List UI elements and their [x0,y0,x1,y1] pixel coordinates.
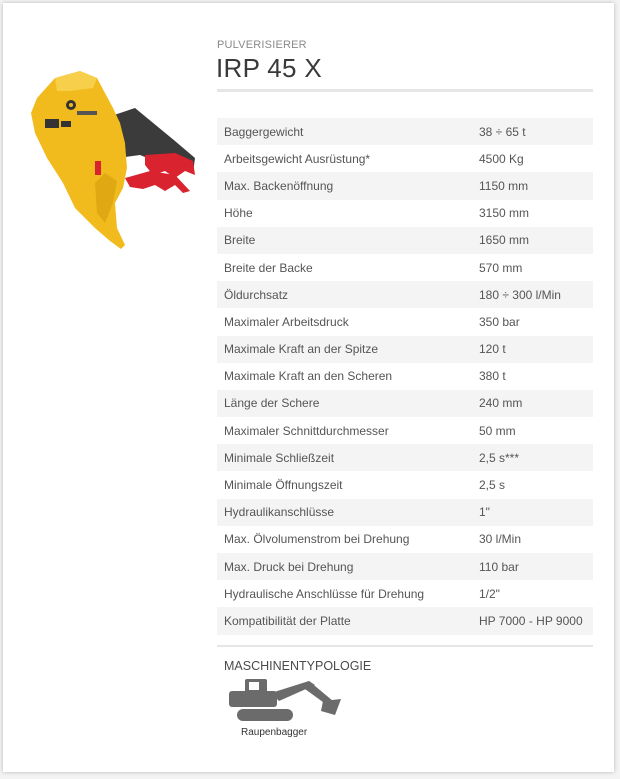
spec-value: 110 bar [479,559,519,574]
spec-row [217,471,593,498]
spec-value: 4500 Kg [479,151,524,166]
excavator-icon[interactable] [223,675,347,725]
spec-value: 1" [479,505,490,520]
spec-row [217,308,593,335]
spec-label: Breite der Backe [224,260,313,275]
spec-label: Maximale Kraft an den Scheren [224,369,393,384]
spec-label: Länge der Schere [224,396,320,411]
spec-row [217,254,593,281]
spec-value: 240 mm [479,396,523,411]
spec-label: Arbeitsgewicht Ausrüstung* [224,151,371,166]
machine-type-caption: Raupenbagger [241,727,308,738]
spec-value: 30 l/Min [479,532,522,547]
product-category: PULVERISIERER [217,39,307,51]
spec-row [217,390,593,417]
spec-value: 120 t [479,342,506,357]
spec-value: 570 mm [479,260,523,275]
spec-row [217,145,593,172]
spec-row [217,363,593,390]
spec-row [217,553,593,580]
spec-value: 1150 mm [479,178,529,193]
title-divider [217,89,593,92]
spec-row [217,227,593,254]
machine-type-divider [217,645,593,647]
spec-row [217,417,593,444]
spec-value: 2,5 s*** [479,450,520,465]
spec-row [217,607,593,634]
spec-label: Baggergewicht [224,124,304,139]
spec-label: Minimale Schließzeit [224,450,335,465]
spec-value: 50 mm [479,423,516,438]
spec-row [217,200,593,227]
spec-label: Maximaler Arbeitsdruck [224,314,349,329]
machine-type-heading: MASCHINENTYPOLOGIE [224,659,372,673]
spec-label: Maximaler Schnittdurchmesser [224,423,389,438]
product-card [3,3,614,772]
product-title: IRP 45 X [216,53,322,83]
spec-row [217,499,593,526]
spec-value: 350 bar [479,314,520,329]
spec-label: Hydraulikanschlüsse [224,505,335,520]
spec-row [217,336,593,363]
spec-value: 180 ÷ 300 l/Min [479,287,561,302]
spec-row [217,172,593,199]
spec-label: Max. Backenöffnung [224,178,334,193]
spec-row [217,580,593,607]
spec-label: Öldurchsatz [224,287,289,302]
spec-row [217,444,593,471]
spec-value: 380 t [479,369,506,384]
spec-value: 2,5 s [479,478,506,493]
spec-value: HP 7000 - HP 9000 [479,613,583,628]
spec-value: 3150 mm [479,206,530,221]
spec-label: Maximale Kraft an der Spitze [224,342,379,357]
spec-row [217,281,593,308]
spec-row [217,118,593,145]
spec-label: Höhe [224,206,253,221]
spec-label: Hydraulische Anschlüsse für Drehung [224,586,425,601]
spec-label: Max. Druck bei Drehung [224,559,354,574]
pulverizer-product-image [25,63,200,253]
spec-label: Max. Ölvolumenstrom bei Drehung [224,532,410,547]
spec-label: Minimale Öffnungszeit [224,478,343,493]
spec-row [217,526,593,553]
spec-label: Breite [224,233,256,248]
spec-label: Kompatibilität der Platte [224,613,351,628]
spec-value: 1650 mm [479,233,530,248]
spec-value: 38 ÷ 65 t [479,124,526,139]
spec-value: 1/2" [479,586,500,601]
spec-table [217,118,593,635]
